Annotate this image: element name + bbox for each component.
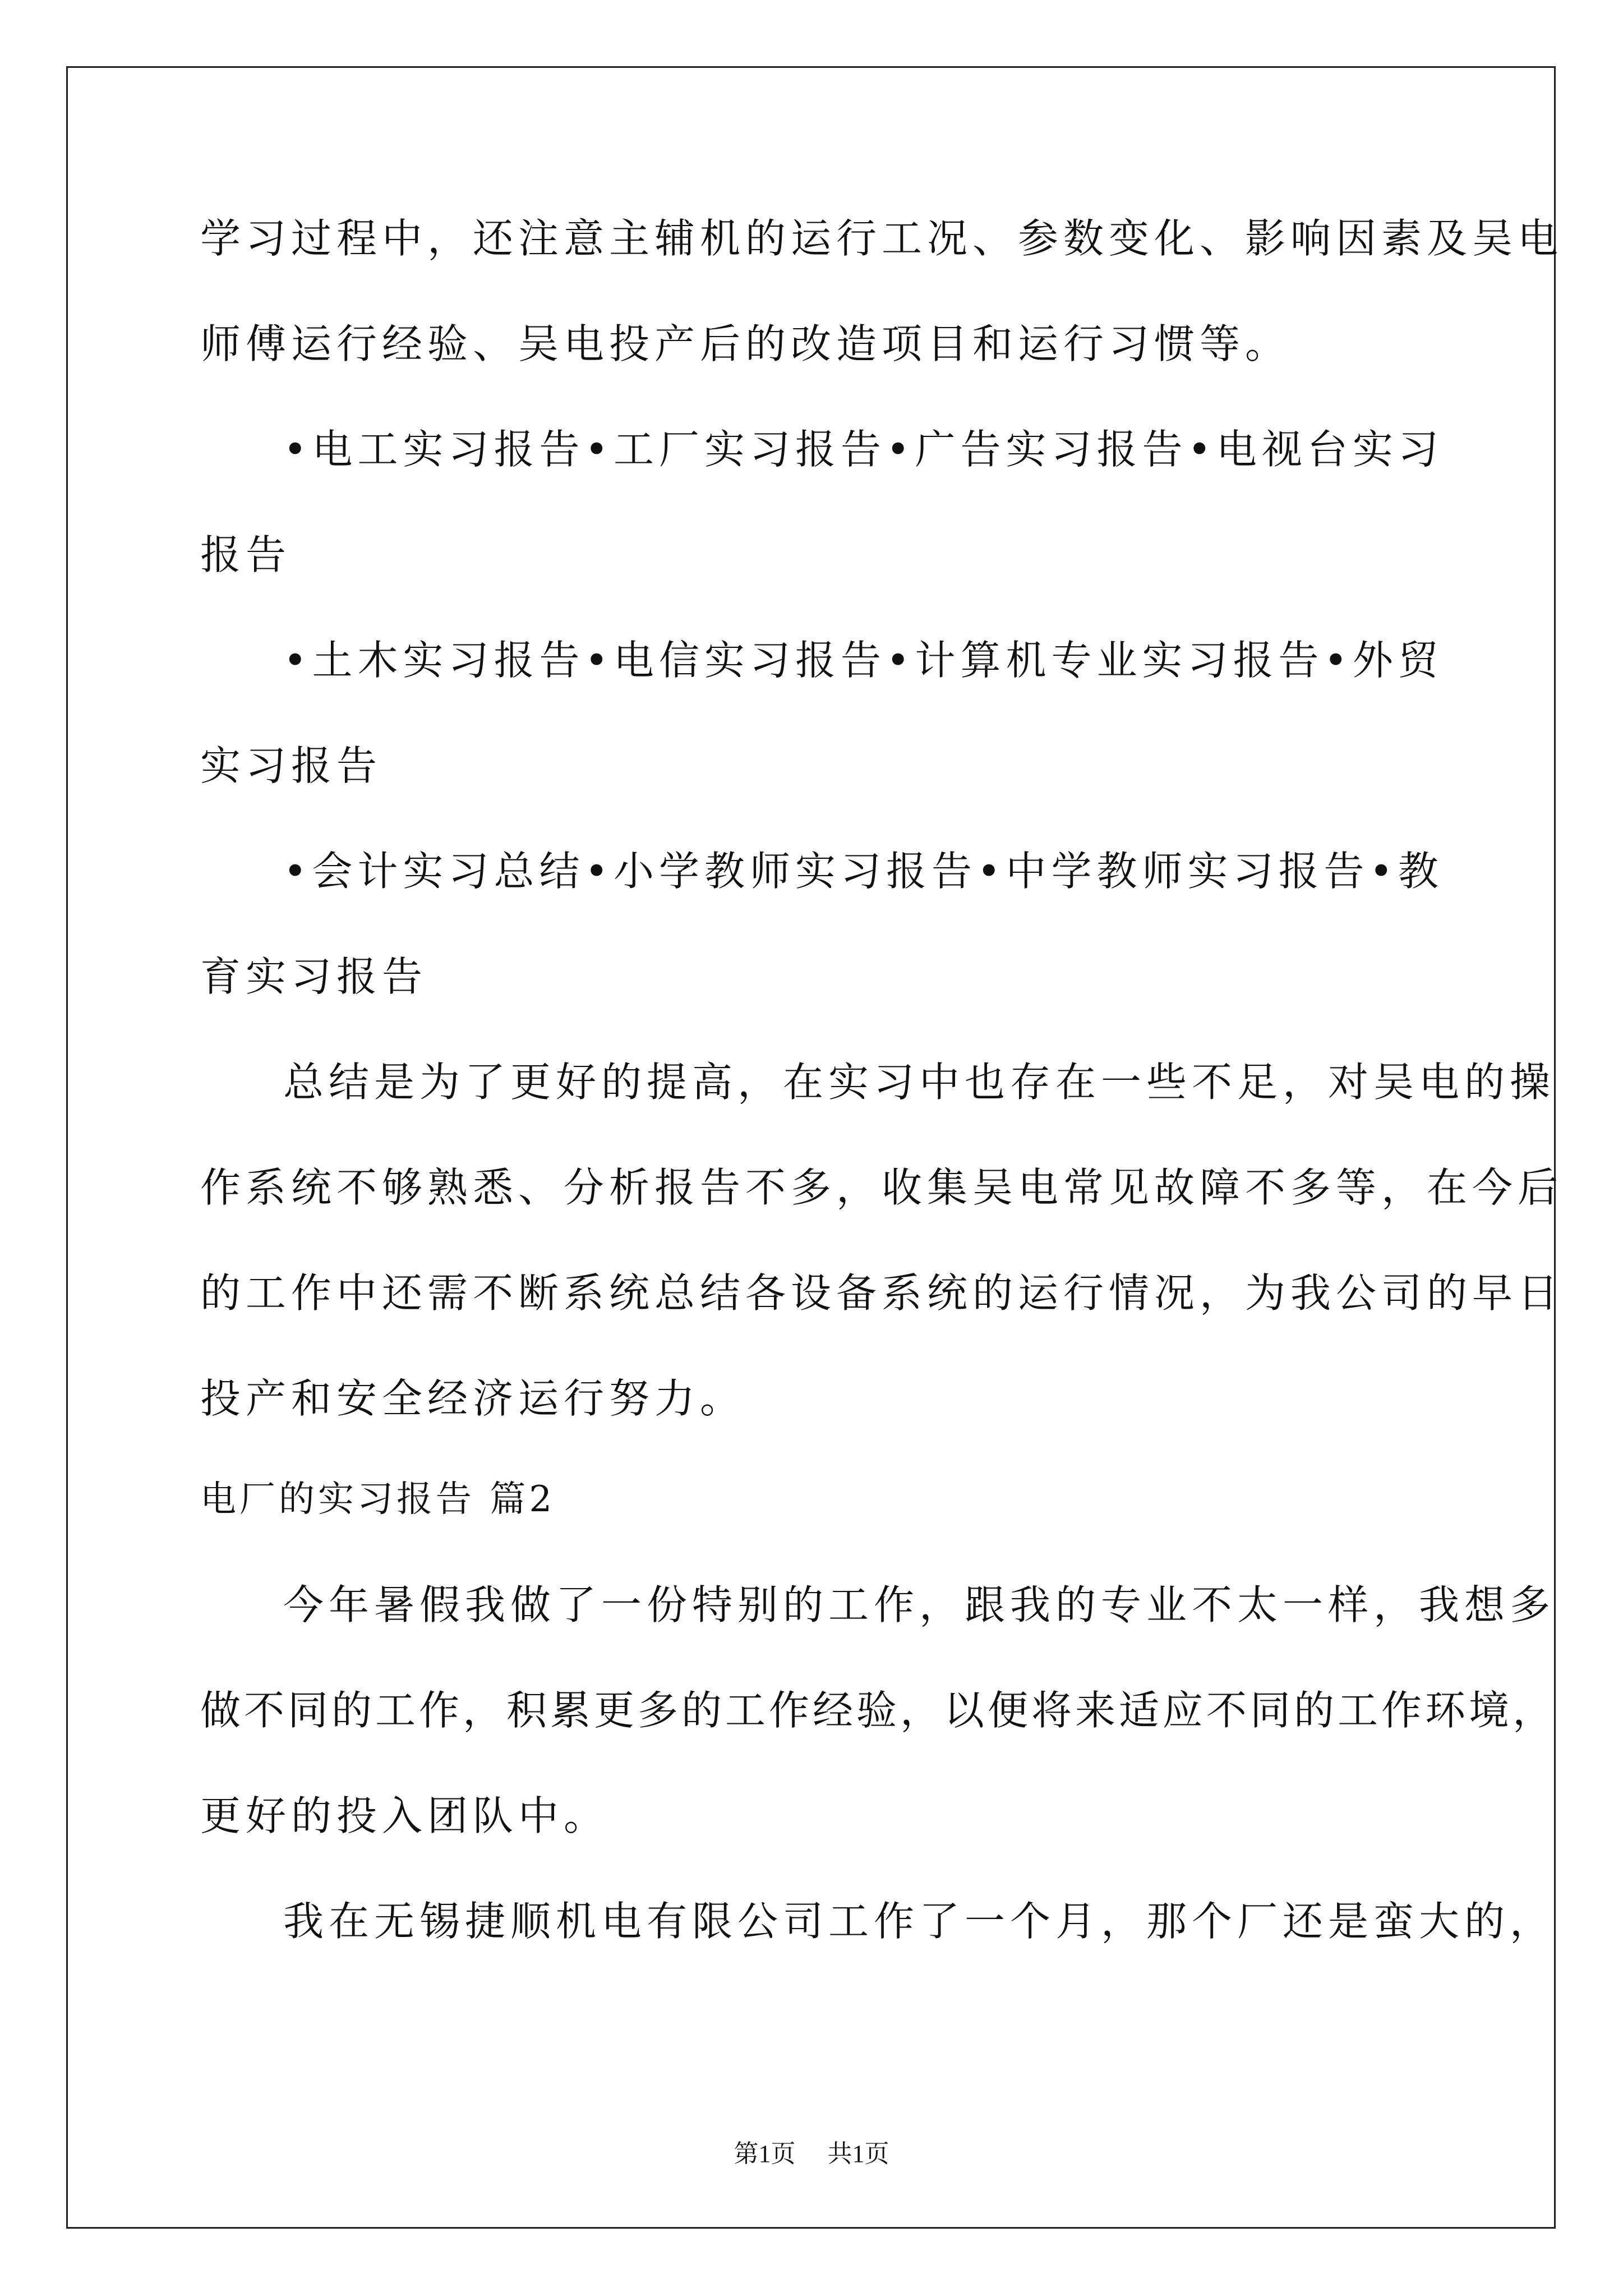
related-links-row [200,848,1444,895]
related-link[interactable]: •中学教师实习报告 [976,848,1370,895]
related-link[interactable]: •工厂实习报告 [584,426,886,473]
related-link[interactable]: •电信实习报告 [584,637,886,684]
related-link[interactable]: •外贸 [1324,637,1444,684]
related-link-continuation[interactable]: 报告 [200,531,292,578]
paragraph-line: 的工作中还需不断系统总结各设备系统的运行情况，为我公司的早日 [200,1269,1564,1317]
related-link[interactable]: •土木实习报告 [283,637,585,684]
related-links-row [200,426,1444,473]
related-link-continuation[interactable]: 实习报告 [200,742,382,789]
paragraph-line: 更好的投入团队中。 [200,1792,610,1839]
section-heading: 电厂的实习报告 篇2 [200,1479,556,1520]
paragraph-line: 我在无锡捷顺机电有限公司工作了一个月，那个厂还是蛮大的， [283,1898,1556,1945]
paragraph-line: 作系统不够熟悉、分析报告不多，收集吴电常见故障不多等，在今后 [200,1164,1564,1211]
page-total: 共1页 [827,2140,889,2168]
page-footer [0,2140,1623,2168]
related-link[interactable]: •计算机专业实习报告 [886,637,1324,684]
paragraph-line: 投产和安全经济运行努力。 [200,1375,746,1422]
paragraph-line: 做不同的工作，积累更多的工作经验，以便将来适应不同的工作环境， [200,1687,1557,1734]
related-link-continuation[interactable]: 育实习报告 [200,953,428,1000]
related-link[interactable]: •小学教师实习报告 [584,848,977,895]
related-link[interactable]: •电视台实习 [1187,426,1444,473]
related-links-row [200,637,1444,684]
related-link[interactable]: •电工实习报告 [283,426,585,473]
paragraph-line: 总结是为了更好的提高，在实习中也存在一些不足，对吴电的操 [283,1059,1556,1106]
related-link[interactable]: •会计实习总结 [283,848,585,895]
document-body [200,215,1564,1945]
related-link[interactable]: •教 [1369,848,1444,895]
paragraph-line: 学习过程中，还注意主辅机的运行工况、参数变化、影响因素及吴电 [200,215,1564,262]
paragraph-line: 师傅运行经验、吴电投产后的改造项目和运行习惯等。 [200,320,1291,367]
paragraph-line: 今年暑假我做了一份特别的工作，跟我的专业不太一样，我想多 [283,1581,1556,1628]
related-link[interactable]: •广告实习报告 [886,426,1188,473]
page-number: 第1页 [734,2140,796,2168]
